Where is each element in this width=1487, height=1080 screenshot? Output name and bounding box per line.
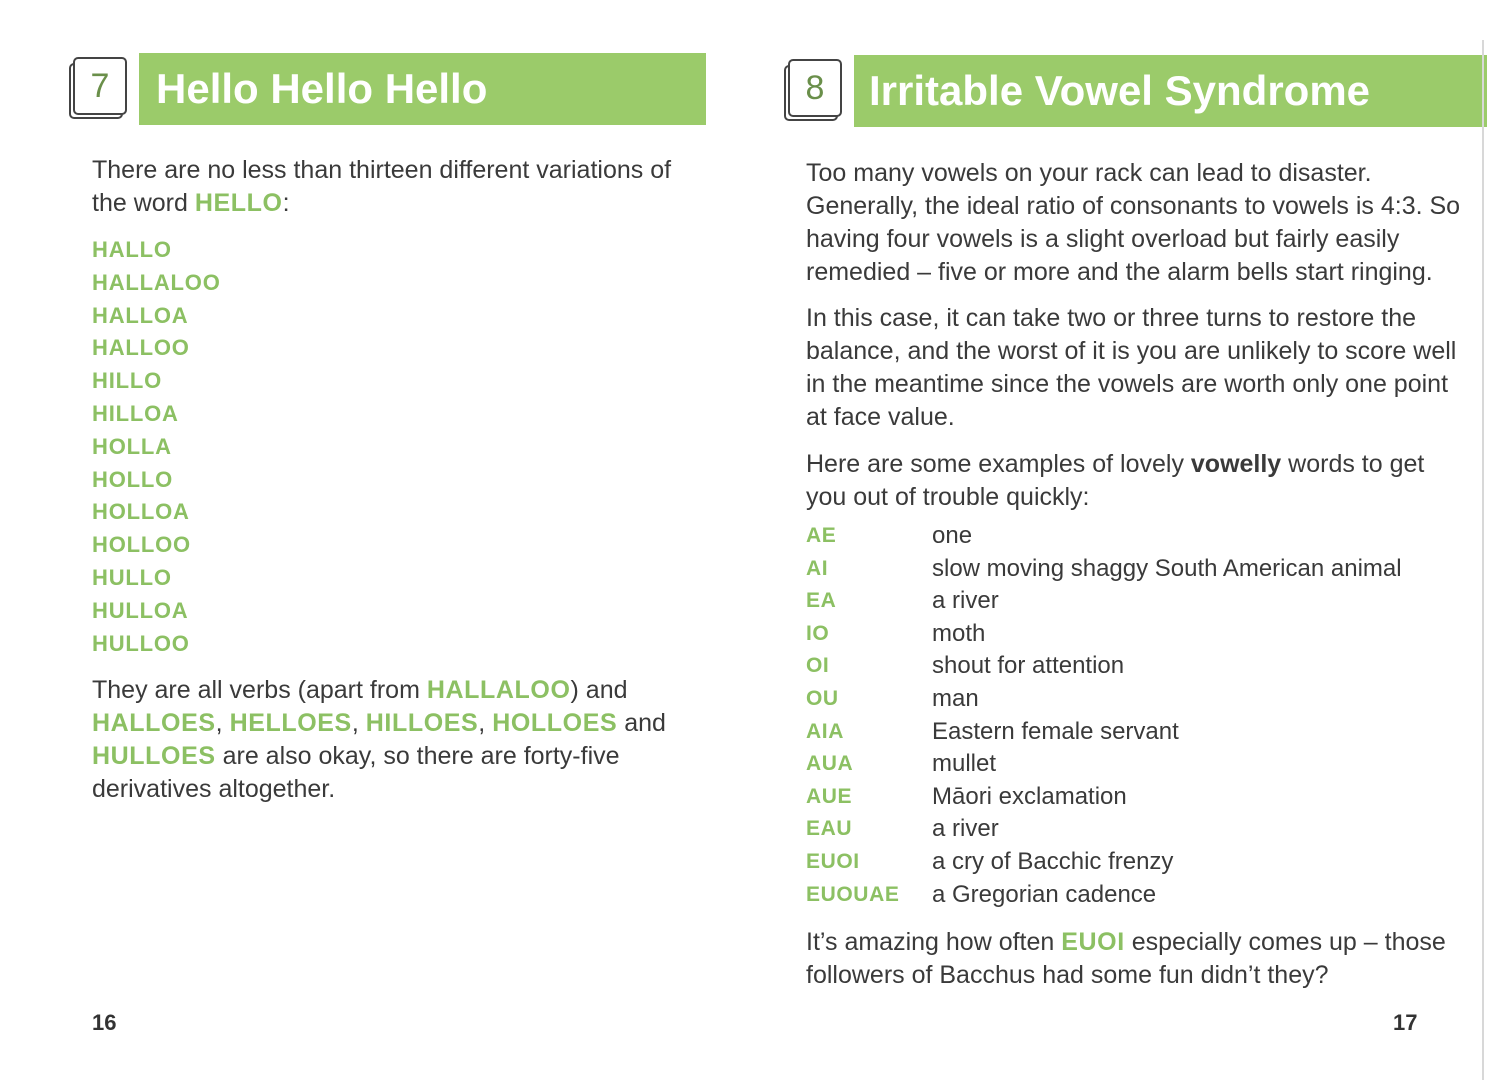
paragraph-3 [806, 448, 1466, 514]
list-item: HOLLA [92, 433, 172, 459]
table-row [806, 813, 1486, 846]
paragraph-text: especially comes up – those followers of Bacchus had some fun didn’t they? [806, 928, 1446, 989]
section-header-8 [784, 55, 1487, 127]
highlight-word: HALLOES [92, 709, 216, 737]
vowel-word: EUOUAE [806, 882, 900, 906]
table-row [806, 650, 1486, 683]
right-page [743, 0, 1487, 1080]
list-item: HULLOO [92, 630, 190, 656]
outro-text: They are all verbs (apart from [92, 676, 427, 704]
list-item: HOLLO [92, 466, 173, 492]
highlight-word: EUOI [1061, 928, 1125, 956]
paragraph-text: It’s amazing how often [806, 928, 1062, 956]
paragraph-2: In this case, it can take two or three turns to restore the balance, and the worst of it is you are unlikely to score well in the meantime since the vowels are worth only one point at face value. [806, 304, 1457, 431]
separator: , [215, 709, 230, 737]
outro-text: and [617, 709, 666, 737]
table-row [806, 683, 1486, 716]
hello-variations-list [92, 234, 221, 660]
section-number: 8 [788, 59, 842, 117]
list-item: HULLO [92, 564, 172, 590]
vowel-word: EA [806, 589, 837, 613]
outro-paragraph [92, 674, 712, 806]
definition: man [932, 684, 979, 712]
tile-icon [69, 57, 127, 119]
table-row [806, 879, 1486, 912]
vowel-word: IO [806, 621, 830, 645]
section-title: Irritable Vowel Syndrome [869, 67, 1371, 114]
table-row [806, 618, 1486, 651]
list-item: HALLOA [92, 302, 189, 328]
list-item: HALLO [92, 237, 172, 262]
table-row [806, 716, 1486, 749]
vowel-word: AIA [806, 719, 844, 743]
vowel-word: OU [806, 686, 839, 710]
list-item: HALLALOO [92, 269, 221, 295]
table-row [806, 781, 1486, 814]
highlight-word: HALLALOO [426, 676, 571, 704]
vowel-word: OI [806, 654, 830, 678]
list-item: HULLOA [92, 597, 189, 623]
table-row [806, 748, 1486, 781]
table-row [806, 553, 1486, 586]
page-number: 17 [1393, 1010, 1418, 1035]
table-row [806, 585, 1486, 618]
paragraph-text: Here are some examples of lovely [806, 450, 1191, 478]
table-row [806, 846, 1486, 879]
table-row [806, 520, 1486, 553]
separator: , [478, 709, 493, 737]
list-item: HILLOA [92, 400, 179, 426]
highlight-word: HELLO [194, 189, 283, 217]
paragraph-1: Too many vowels on your rack can lead to disaster. Generally, the ideal ratio of consonants to vowels is 4:3. So having four vowels is a slight overload but fairly easily remedied – five or more and the alarm bells start ringing. [806, 159, 1461, 286]
separator: , [351, 709, 366, 737]
section-number: 7 [73, 57, 127, 115]
left-page [0, 0, 743, 1080]
page-number: 16 [92, 1010, 117, 1035]
definition: a Gregorian cadence [932, 880, 1157, 908]
vowel-word: AUA [806, 752, 854, 776]
page-edge [1482, 40, 1484, 1080]
definition: mullet [932, 750, 997, 778]
definition: one [932, 522, 973, 549]
vowel-word: EUOI [806, 849, 860, 873]
intro-text-end: : [282, 189, 290, 217]
highlight-word: HULLOES [92, 742, 216, 770]
list-item: HALLOO [92, 335, 190, 361]
list-item: HOLLOO [92, 532, 191, 558]
vowel-word: EAU [806, 817, 853, 841]
outro-text: are also okay, so there are forty-five derivatives altogether. [92, 742, 620, 803]
vowel-word: AE [806, 524, 837, 547]
vowel-word: AUE [806, 784, 853, 808]
definition: a cry of Bacchic frenzy [932, 847, 1174, 875]
outro-text: ) and [570, 676, 628, 704]
definition: Eastern female servant [932, 717, 1179, 745]
bold-word: vowelly [1190, 450, 1282, 478]
paragraph-4 [806, 926, 1466, 992]
vowel-words-table [806, 520, 1486, 911]
highlight-word: HILLOES [365, 709, 479, 737]
tile-icon [784, 59, 842, 121]
paragraph-text: words to get you out of trouble quickly: [806, 450, 1425, 511]
definition: a river [932, 587, 999, 615]
intro-text: There are no less than thirteen different variations of the word [92, 156, 672, 217]
vowel-word: AI [806, 556, 829, 580]
definition: slow moving shaggy South American animal [932, 554, 1402, 582]
definition: a river [932, 815, 999, 843]
definition: moth [932, 619, 986, 647]
definition: Māori exclamation [932, 782, 1127, 810]
definition: shout for attention [932, 652, 1125, 680]
section-header-7 [69, 53, 706, 125]
highlight-word: HELLOES [229, 709, 352, 737]
section-title: Hello Hello Hello [156, 65, 488, 112]
intro-paragraph [92, 154, 712, 220]
highlight-word: HOLLOES [492, 709, 618, 737]
list-item: HILLO [92, 368, 162, 394]
list-item: HOLLOA [92, 499, 190, 525]
